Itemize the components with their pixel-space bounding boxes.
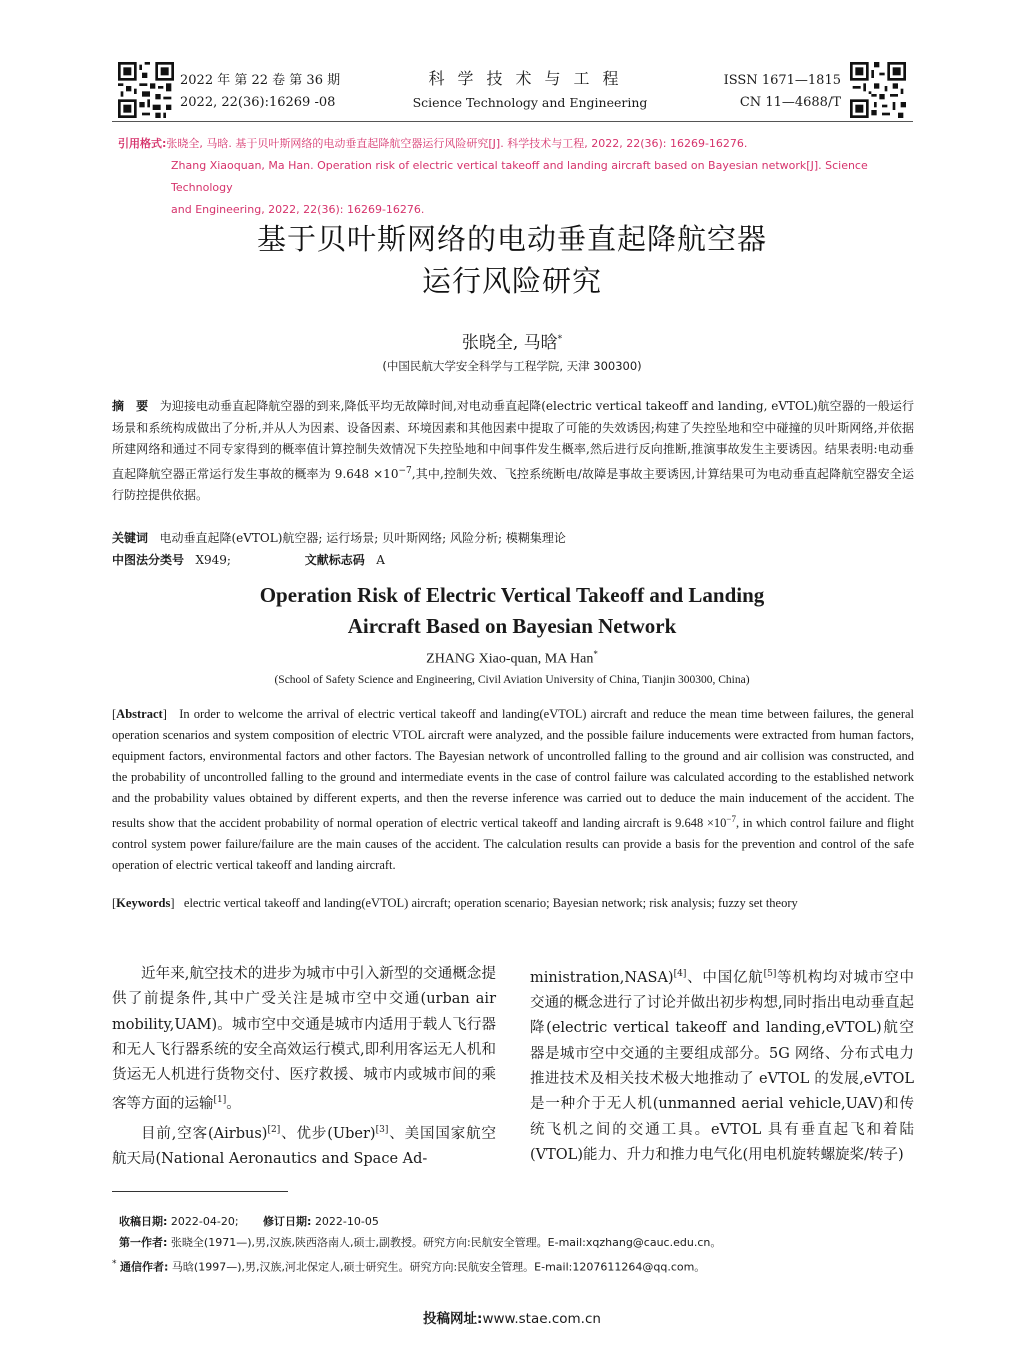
authors-en xyxy=(112,649,912,668)
corresponding-mark-en: * xyxy=(593,649,598,659)
ref-4: [4] xyxy=(673,969,687,979)
abstract-cn-exponent: −7 xyxy=(398,465,412,476)
doc-code-label: 文献标志码 xyxy=(304,553,365,567)
citation-en-line1: Zhang Xiaoquan, Ma Han. Operation risk of electric vertical takeoff and landing aircraft based on Bayesian network[J]. Science Technology xyxy=(171,159,868,194)
ref-3: [3] xyxy=(375,1124,389,1135)
body-text: 等机构均对城市空中交通的概念进行了讨论并做出初步构想,同时指出电动垂直起降(electric vertical takeoff and landing,eVTOL)航空器是城市空中交通的主要组成部分。5G 网络、分布式电力推进技术及相关技术极大地推动了 eVTOL 的发展,eVTOL 是一种介于无人机(unmanned aerial vehicle,UAV)和传统飞机之间的交通工具。eVTOL 具有垂直起飞和着陆(VTOL)能力、升力和推力电气化(用电机旋转螺旋桨/转子) xyxy=(530,969,915,1163)
journal-codes xyxy=(724,70,841,114)
citation-cn: 张晓全, 马晗. 基于贝叶斯网络的电动垂直起降航空器运行风险研究[J]. 科学技术与工程, 2022, 22(36): 16269-16276. xyxy=(166,137,748,150)
title-en-line2: Aircraft Based on Bayesian Network xyxy=(347,614,677,638)
abstract-cn-label: 摘 要 xyxy=(112,399,149,413)
abstract-cn xyxy=(112,396,914,507)
body-text: ministration,NASA) xyxy=(530,969,674,986)
body-text: 目前,空客(Airbus) xyxy=(141,1125,268,1142)
title-en-line1: Operation Risk of Electric Vertical Takeoff and Landing xyxy=(259,583,765,607)
journal-name-en: Science Technology and Engineering xyxy=(412,95,648,110)
author-names: 张晓全, 马晗 xyxy=(461,333,558,353)
ref-2: [2] xyxy=(267,1124,281,1135)
abstract-en: [Abstract] In order to welcome the arrival of electric vertical takeoff and landing(eVTOL) aircraft and reduce the mean time between failures, the general operation scenarios and system composition of electric VTOL aircraft were analyzed, and the possible failure inducements were extracted from human factors, equipment factors, environmental factors and other factors. The Bayesian network of uncontrolled falling to the ground and air collision was constructed, and the probability of uncontrolled falling to the ground and intermediate events in the case of control failure was calculated according to the established network and the probability values obtained by different experts, and then the reverse inference was carried out to deduce the main inducement of the accident. The results show that the accident probability of normal operation of electric vertical takeoff and landing aircraft is $9.648 \times 10^{-7}$, in which control failure and flight control system power failure/failure are the main causes of the accident. The calculation results can provide a basis for the prevention and control of the safe operation of electric vertical takeoff and landing aircraft. xyxy=(112,707,914,873)
ref-1: [1] xyxy=(213,1095,227,1106)
title-line1: 基于贝叶斯网络的电动垂直起降航空器 xyxy=(256,222,767,256)
abstract-cn-text-end: ,其中,控制失效、飞控系统断电/故障是事故主要诱因,计算结果可为电动垂直起降航空器安全运行防控提供依据。 xyxy=(112,466,914,502)
citation-block xyxy=(118,133,918,221)
issue-en: 2022, 22(36):16269 -08 xyxy=(180,95,336,110)
ref-5: [5] xyxy=(763,969,777,979)
affiliation-en: (School of Safety Science and Engineering, Civil Aviation University of China, Tianjin 300300, China) xyxy=(274,674,750,686)
keywords-cn-label: 关键词 xyxy=(112,531,149,545)
keywords-cn-text: 电动垂直起降(eVTOL)航空器; 运行场景; 贝叶斯网络; 风险分析; 模糊集理论 xyxy=(159,531,566,545)
citation-en-line2: and Engineering, 2022, 22(36): 16269-16276. xyxy=(171,203,425,216)
affiliation-cn: (中国民航大学安全科学与工程学院, 天津 300300) xyxy=(382,359,642,373)
footnote-corresponding-author xyxy=(112,1254,914,1278)
body-column-left xyxy=(112,962,496,1172)
body-column-right xyxy=(530,962,914,1168)
journal-name-cn: 科学技术与工程 xyxy=(428,69,632,88)
authors-cn xyxy=(112,328,912,353)
corresponding-mark: * xyxy=(557,334,563,345)
body-text: 、中国亿航 xyxy=(686,969,764,986)
abstract-en-exponent: −7 xyxy=(726,814,736,824)
footnote-dates xyxy=(112,1212,914,1232)
body-paragraph xyxy=(530,962,914,1168)
citation-label: 引用格式: xyxy=(118,137,167,150)
paper-title-en xyxy=(112,580,912,642)
submission-label: 投稿网址: xyxy=(423,1311,483,1327)
issue-cn: 2022 年 第 22 卷 第 36 期 xyxy=(180,73,341,88)
journal-name xyxy=(390,68,670,114)
body-paragraph xyxy=(112,962,496,1118)
right-qr-code-icon xyxy=(850,62,906,118)
revised-date: 2022-10-05 xyxy=(314,1215,379,1228)
left-qr-code-icon xyxy=(118,62,174,118)
classification-label: 中图法分类号 xyxy=(112,553,185,567)
body-text: 。 xyxy=(226,1096,241,1113)
corr-author-label: 通信作者: xyxy=(120,1260,169,1274)
journal-issue-info xyxy=(180,70,340,114)
keywords-en: [Keywords] electric vertical takeoff and landing(eVTOL) aircraft; operation scenario; Bayesian network; risk analysis; fuzzy set theory xyxy=(112,896,798,910)
doc-code-value: A xyxy=(376,553,385,567)
header-rule xyxy=(112,121,913,122)
paper-title-cn xyxy=(112,218,912,302)
issn: ISSN 1671—1815 xyxy=(723,73,841,88)
body-text: 、美国国家航空航天局(National Aeronautics and Space Ad- xyxy=(112,1125,497,1167)
received-label: 收稿日期: xyxy=(119,1215,168,1228)
corr-author-info: 马晗(1997—),男,汉族,河北保定人,硕士研究生。研究方向:民航安全管理。E-mail:1207611264@qq.com。 xyxy=(171,1260,706,1274)
classification-line xyxy=(112,550,914,572)
cn-code: CN 11—4688/T xyxy=(739,95,841,110)
footnote-rule xyxy=(112,1191,288,1192)
submission-website xyxy=(112,1307,912,1327)
body-text: 、优步(Uber) xyxy=(280,1125,376,1142)
abstract-en-text-end: , in which control failure and flight control system power failure/failure are the main causes of the accident. The calculation results can provide a basis for the prevention and control of the safe operation of electric vertical takeoff and landing aircraft. xyxy=(112,816,914,873)
revised-label: 修订日期: xyxy=(263,1215,312,1228)
title-line2: 运行风险研究 xyxy=(421,264,602,298)
keywords-cn xyxy=(112,528,914,550)
keywords-en-label: Keywords xyxy=(116,896,171,910)
keywords-en-text: electric vertical takeoff and landing(eVTOL) aircraft; operation scenario; Bayesian network; risk analysis; fuzzy set theory xyxy=(183,896,798,910)
footnote-first-author xyxy=(112,1233,914,1253)
author-names-en: ZHANG Xiao-quan, MA Han xyxy=(426,651,594,667)
body-paragraph xyxy=(112,1118,496,1172)
received-date: 2022-04-20; xyxy=(170,1215,239,1228)
classification-value: X949; xyxy=(195,553,231,567)
abstract-en-text: In order to welcome the arrival of electric vertical takeoff and landing(eVTOL) aircraft and reduce the mean time between failures, the general operation scenarios and system composition of electric VTOL aircraft were analyzed, and the possible failure inducements were extracted from human factors, equipment factors, environmental factors and other factors. The Bayesian network of uncontrolled falling to the ground and air collision was constructed, and the probability of uncontrolled falling to the ground and intermediate events in the case of control failure was calculated according to the established network and the probability values obtained by different experts, and then the reverse inference was carried out to deduce the main inducement of the accident. The results show that the accident probability of normal operation of electric vertical takeoff and landing aircraft is 9.648 ×10 xyxy=(112,707,914,831)
submission-url[interactable]: www.stae.com.cn xyxy=(482,1311,601,1327)
abstract-en-label: Abstract xyxy=(116,707,163,721)
corr-mark: * xyxy=(112,1259,117,1269)
body-text: 近年来,航空技术的进步为城市中引入新型的交通概念提供了前提条件,其中广受关注是城市空中交通(urban air mobility,UAM)。城市空中交通是城市内适用于载人飞行器和无人飞行器系统的安全高效运行模式,即利用客运无人机和货运无人机进行货物交付、医疗救援、城市内或城市间的乘客等方面的运输 xyxy=(112,966,496,1113)
first-author-label: 第一作者: xyxy=(119,1236,168,1249)
abstract-cn-text: 为迎接电动垂直起降航空器的到来,降低平均无故障时间,对电动垂直起降(electric vertical takeoff and landing, eVTOL)航空器的一般运行场景和系统构成做出了分析,并从人为因素、设备因素、环境因素和其他因素中提取了可能的失效诱因;构建了失控坠地和空中碰撞的贝叶斯网络,并依据所建网络和通过不同专家得到的概率值计算控制失效情况下失控坠地和中间事件发生概率,然后进行反向推断,推演事故发生主要诱因。结果表明:电动垂直起降航空器正常运行发生事故的概率为 9.648 ×10 xyxy=(112,399,914,481)
first-author-info: 张晓全(1971—),男,汉族,陕西洛南人,硕士,副教授。研究方向:民航安全管理。E-mail:xqzhang@cauc.edu.cn。 xyxy=(170,1236,722,1249)
